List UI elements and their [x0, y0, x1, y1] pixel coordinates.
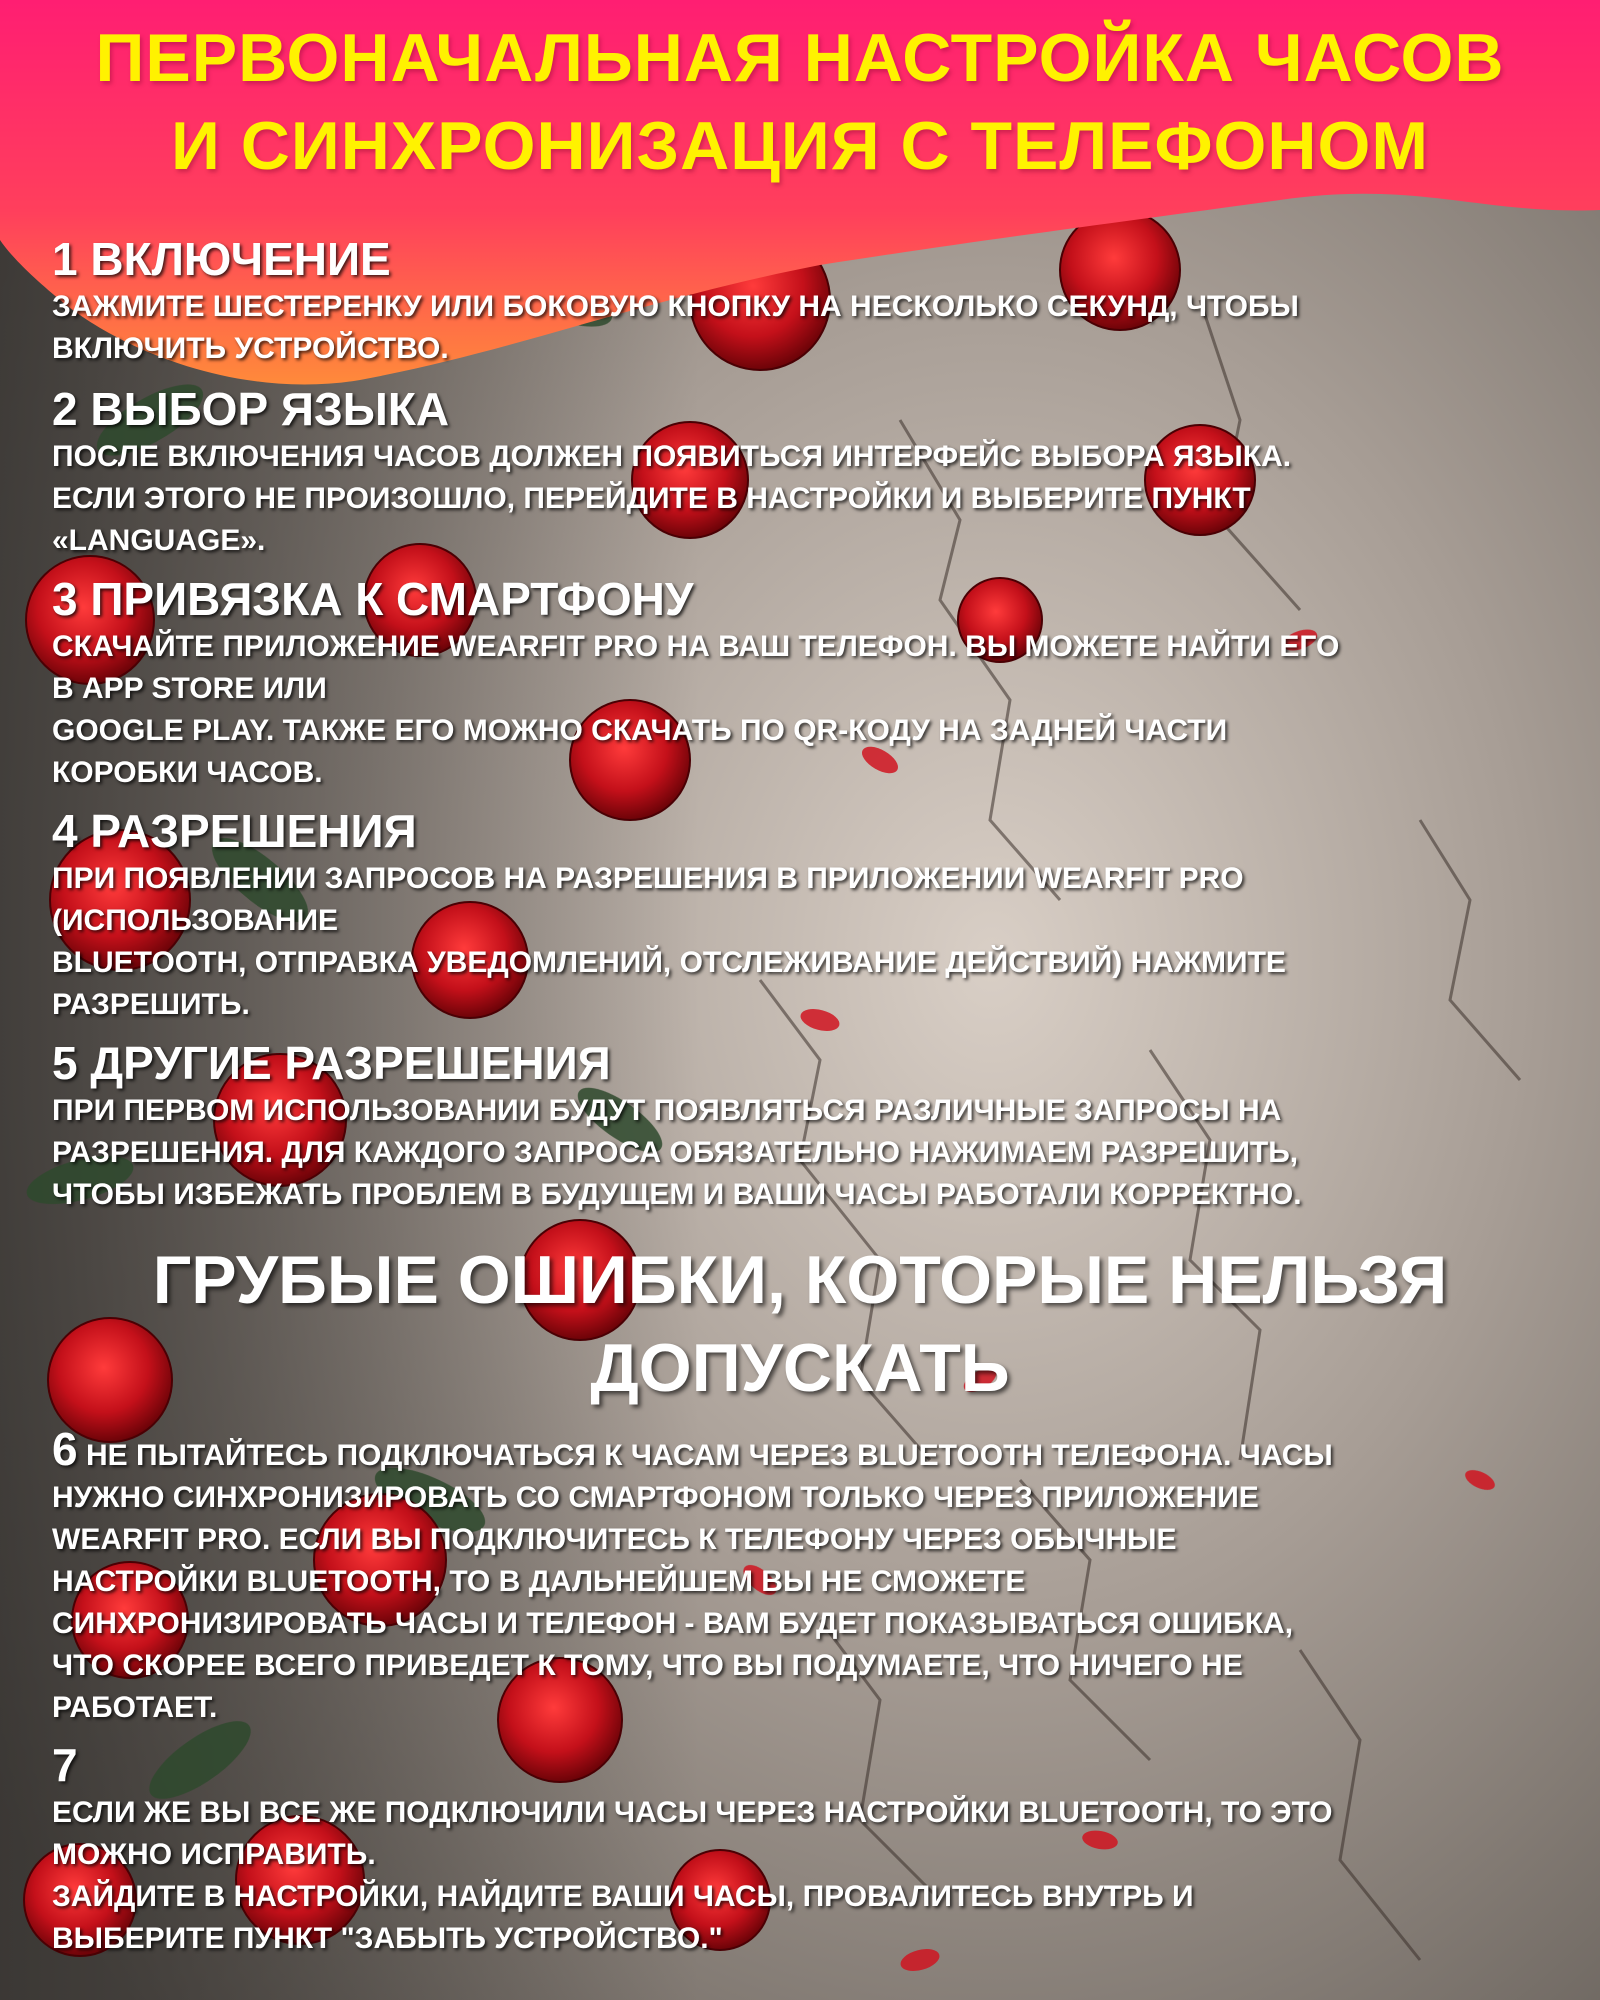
section-text: В APP STORE ИЛИ [52, 672, 327, 705]
item-number: 7 [52, 1739, 78, 1791]
section-heading: 2 ВЫБОР ЯЗЫКА [52, 383, 450, 435]
warning-title-line: ГРУБЫЕ ОШИБКИ, КОТОРЫЕ НЕЛЬЗЯ [152, 1242, 1448, 1318]
section-text: ПРИ ПЕРВОМ ИСПОЛЬЗОВАНИИ БУДУТ ПОЯВЛЯТЬСЯ РАЗЛИЧНЫЕ ЗАПРОСЫ НА [52, 1094, 1282, 1127]
section-text: СКАЧАЙТЕ ПРИЛОЖЕНИЕ WEARFIT PRO НА ВАШ ТЕЛЕФОН. ВЫ МОЖЕТЕ НАЙТИ ЕГО [52, 630, 1340, 663]
warning-title-line: ДОПУСКАТЬ [590, 1330, 1010, 1406]
page-title [0, 14, 1600, 190]
item-text: ЗАЙДИТЕ В НАСТРОЙКИ, НАЙДИТЕ ВАШИ ЧАСЫ, ПРОВАЛИТЕСЬ ВНУТРЬ И [52, 1880, 1194, 1913]
section-text: BLUETOOTH, ОТПРАВКА УВЕДОМЛЕНИЙ, ОТСЛЕЖИВАНИЕ ДЕЙСТВИЙ) НАЖМИТЕ [52, 946, 1286, 979]
section-text: ЗАЖМИТЕ ШЕСТЕРЕНКУ ИЛИ БОКОВУЮ КНОПКУ НА НЕСКОЛЬКО СЕКУНД, ЧТОБЫ [52, 290, 1299, 323]
section-text: ЕСЛИ ЭТОГО НЕ ПРОИЗОШЛО, ПЕРЕЙДИТЕ В НАСТРОЙКИ И ВЫБЕРИТЕ ПУНКТ [52, 482, 1251, 515]
section-text: ВКЛЮЧИТЬ УСТРОЙСТВО. [52, 332, 449, 365]
section-language [52, 382, 1562, 562]
warning-title [0, 1236, 1600, 1412]
section-text: ЧТОБЫ ИЗБЕЖАТЬ ПРОБЛЕМ В БУДУЩЕМ И ВАШИ ЧАСЫ РАБОТАЛИ КОРРЕКТНО. [52, 1178, 1302, 1211]
section-text: РАЗРЕШЕНИЯ. ДЛЯ КАЖДОГО ЗАПРОСА ОБЯЗАТЕЛЬНО НАЖИМАЕМ РАЗРЕШИТЬ, [52, 1136, 1299, 1169]
item-text: ЕСЛИ ЖЕ ВЫ ВСЕ ЖЕ ПОДКЛЮЧИЛИ ЧАСЫ ЧЕРЕЗ НАСТРОЙКИ BLUETOOTH, ТО ЭТО [52, 1796, 1333, 1829]
item-text: WEARFIT PRO. ЕСЛИ ВЫ ПОДКЛЮЧИТЕСЬ К ТЕЛЕФОНУ ЧЕРЕЗ ОБЫЧНЫЕ [52, 1523, 1177, 1556]
section-power-on [52, 232, 1562, 370]
section-permissions [52, 804, 1562, 1026]
warning-item-6 [52, 1423, 1562, 1729]
section-text: РАЗРЕШИТЬ. [52, 988, 250, 1021]
section-heading: 3 ПРИВЯЗКА К СМАРТФОНУ [52, 573, 694, 625]
section-other-permissions [52, 1036, 1562, 1216]
item-text: НУЖНО СИНХРОНИЗИРОВАТЬ СО СМАРТФОНОМ ТОЛЬКО ЧЕРЕЗ ПРИЛОЖЕНИЕ [52, 1481, 1259, 1514]
title-line: И СИНХРОНИЗАЦИЯ С ТЕЛЕФОНОМ [170, 108, 1430, 184]
section-heading: 1 ВКЛЮЧЕНИЕ [52, 233, 391, 285]
item-text: МОЖНО ИСПРАВИТЬ. [52, 1838, 376, 1871]
section-text: (ИСПОЛЬЗОВАНИЕ [52, 904, 339, 937]
section-text: ПОСЛЕ ВКЛЮЧЕНИЯ ЧАСОВ ДОЛЖЕН ПОЯВИТЬСЯ ИНТЕРФЕЙС ВЫБОРА ЯЗЫКА. [52, 440, 1292, 473]
title-line: ПЕРВОНАЧАЛЬНАЯ НАСТРОЙКА ЧАСОВ [95, 20, 1505, 96]
section-heading: 4 РАЗРЕШЕНИЯ [52, 805, 417, 857]
section-text: КОРОБКИ ЧАСОВ. [52, 756, 323, 789]
item-number: 6 [52, 1423, 78, 1475]
section-heading: 5 ДРУГИЕ РАЗРЕШЕНИЯ [52, 1037, 611, 1089]
section-text: ПРИ ПОЯВЛЕНИИ ЗАПРОСОВ НА РАЗРЕШЕНИЯ В ПРИЛОЖЕНИИ WEARFIT PRO [52, 862, 1244, 895]
item-text: СИНХРОНИЗИРОВАТЬ ЧАСЫ И ТЕЛЕФОН - ВАМ БУДЕТ ПОКАЗЫВАТЬСЯ ОШИБКА, [52, 1607, 1294, 1640]
item-text: РАБОТАЕТ. [52, 1691, 218, 1724]
section-text: «LANGUAGE». [52, 524, 266, 557]
section-text: GOOGLE PLAY. ТАКЖЕ ЕГО МОЖНО СКАЧАТЬ ПО QR-КОДУ НА ЗАДНЕЙ ЧАСТИ [52, 714, 1228, 747]
item-text: ВЫБЕРИТЕ ПУНКТ "ЗАБЫТЬ УСТРОЙСТВО." [52, 1922, 723, 1955]
section-pairing [52, 572, 1562, 794]
item-text: НАСТРОЙКИ BLUETOOTH, ТО В ДАЛЬНЕЙШЕМ ВЫ НЕ СМОЖЕТЕ [52, 1565, 1026, 1598]
item-text: НЕ ПЫТАЙТЕСЬ ПОДКЛЮЧАТЬСЯ К ЧАСАМ ЧЕРЕЗ BLUETOOTH ТЕЛЕФОНА. ЧАСЫ [85, 1439, 1333, 1472]
warning-item-7 [52, 1738, 1562, 1960]
item-text: ЧТО СКОРЕЕ ВСЕГО ПРИВЕДЕТ К ТОМУ, ЧТО ВЫ ПОДУМАЕТЕ, ЧТО НИЧЕГО НЕ [52, 1649, 1243, 1682]
